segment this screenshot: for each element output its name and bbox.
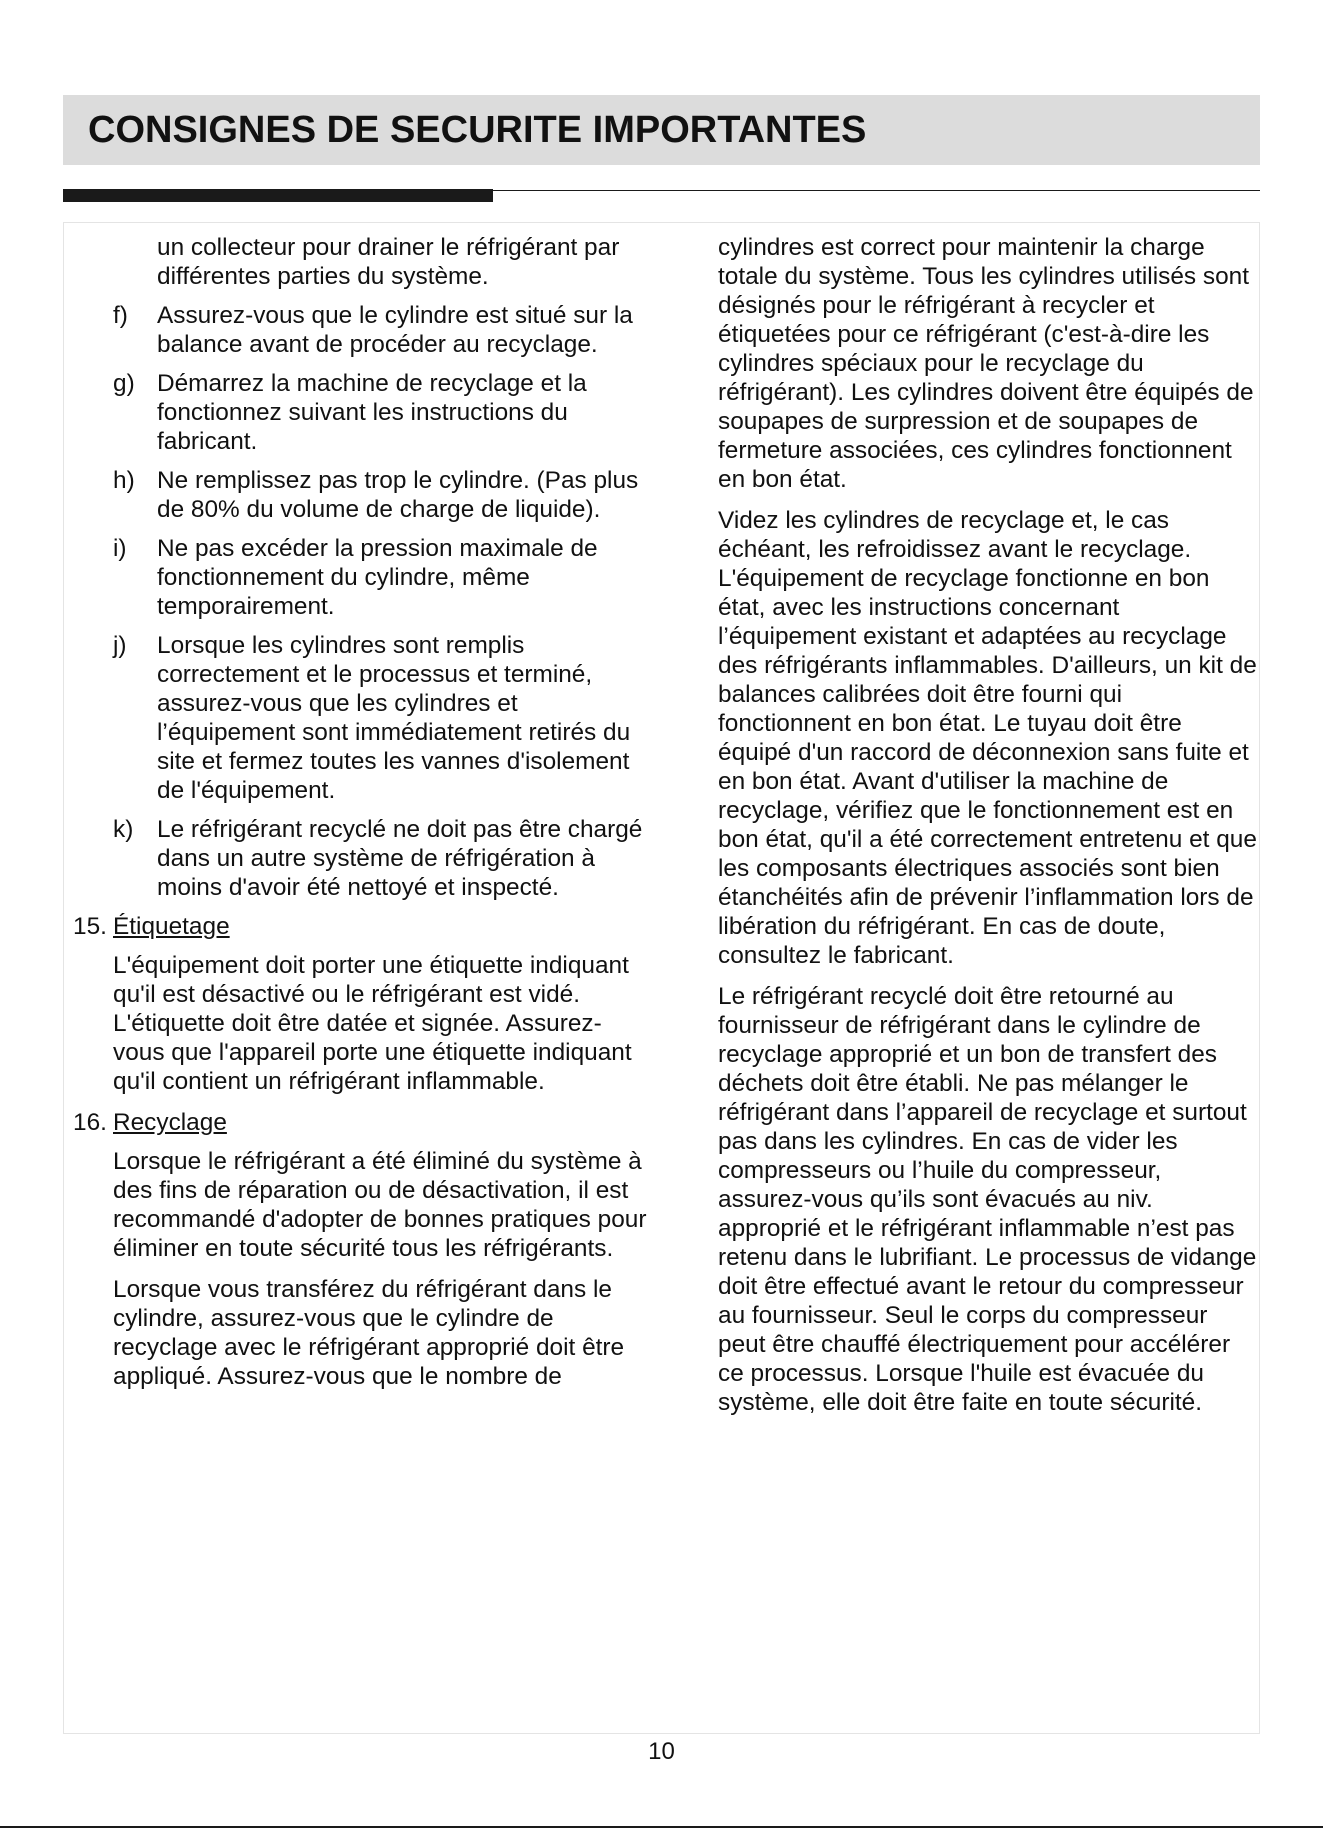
list-letter: f) <box>113 302 128 329</box>
section-16-paragraph-1: Lorsque le réfrigérant a été éliminé du système à des fins de réparation ou de désactivation, il est recommandé d'adopter de bonnes pratiques pour éliminer en toute sécurité tous les réfrigérants. <box>113 1148 647 1262</box>
list-item-j <box>73 631 653 805</box>
list-item-f <box>73 301 653 359</box>
section-15-paragraph: L'équipement doit porter une étiquette indiquant qu'il est désactivé ou le réfrigérant est vidé. L'étiquette doit être datée et signée. Assurez-vous que l'appareil porte une étiquette indiquant qu'il contient un réfrigérant inflammable. <box>113 952 632 1095</box>
list-text: Ne pas excéder la pression maximale de fonctionnement du cylindre, même temporairement. <box>157 535 598 620</box>
section-16-paragraph-2: Lorsque vous transférez du réfrigérant dans le cylindre, assurez-vous que le cylindre de recyclage avec le réfrigérant approprié doit être appliqué. Assurez-vous que le nombre de <box>113 1276 625 1390</box>
list-item-h <box>73 466 653 524</box>
section-title: Étiquetage <box>113 913 230 940</box>
right-paragraph-1: cylindres est correct pour maintenir la charge totale du système. Tous les cylindres utilisés sont désignés pour le réfrigérant à recycler et étiquetées pour ce réfrigérant (c'est-à-dire les cylindres spéciaux pour le recyclage du réfrigérant). Les cylindres doivent être équipés de soupapes de surpression et de soupapes de fermeture associées, ces cylindres fonctionnent en bon état. <box>718 234 1254 493</box>
header-rule-thin <box>493 190 1260 191</box>
section-heading-15 <box>73 912 653 941</box>
header-rule-thick <box>63 189 493 202</box>
right-paragraph-2: Videz les cylindres de recyclage et, le cas échéant, les refroidissez avant le recyclage. L'équipement de recyclage fonctionne en bon état, avec les instructions concernant l’équipement existant et adaptées au recyclage des réfrigérants inflammables. D'ailleurs, un kit de balances calibrées doit être fourni qui fonctionnent en bon état. Le tuyau doit être équipé d'un raccord de déconnexion sans fuite et en bon état. Avant d'utiliser la machine de recyclage, vérifiez que le fonctionnement est en bon état, qu'il a été correctement entretenu et que les composants électriques associés sont bien étanchéités afin de prévenir l’inflammation lors de libération du réfrigérant. En cas de doute, consultez le fabricant. <box>718 507 1257 969</box>
list-letter: h) <box>113 467 135 494</box>
list-letter: k) <box>113 816 134 843</box>
header-band <box>63 95 1260 165</box>
section-number: 16. <box>73 1109 107 1136</box>
continuation-paragraph: un collecteur pour drainer le réfrigérant par différentes parties du système. <box>157 234 620 290</box>
list-item-g <box>73 369 653 456</box>
list-item-k <box>73 815 653 902</box>
list-letter: j) <box>113 632 127 659</box>
page-title: CONSIGNES DE SECURITE IMPORTANTES <box>88 109 867 151</box>
list-text: Démarrez la machine de recyclage et la fonctionnez suivant les instructions du fabricant. <box>157 370 587 455</box>
list-letter: i) <box>113 535 127 562</box>
section-title: Recyclage <box>113 1109 227 1136</box>
list-letter: g) <box>113 370 135 397</box>
section-number: 15. <box>73 913 107 940</box>
list-text: Lorsque les cylindres sont remplis correctement et le processus et terminé, assurez-vous que les cylindres et l’équipement sont immédiatement retirés du site et fermez toutes les vannes d'isolement de l'équipement. <box>157 632 631 804</box>
right-column <box>718 233 1258 1429</box>
page-number: 10 <box>648 1738 675 1765</box>
list-item-i <box>73 534 653 621</box>
list-text: Le réfrigérant recyclé ne doit pas être chargé dans un autre système de réfrigération à moins d'avoir été nettoyé et inspecté. <box>157 816 643 901</box>
list-text: Ne remplissez pas trop le cylindre. (Pas plus de 80% du volume de charge de liquide). <box>157 467 639 523</box>
section-heading-16 <box>73 1108 653 1137</box>
right-paragraph-3: Le réfrigérant recyclé doit être retourné au fournisseur de réfrigérant dans le cylindre de recyclage approprié et un bon de transfert des déchets doit être établi. Ne pas mélanger le réfrigérant dans l’appareil de recyclage et surtout pas dans les cylindres. En cas de vider les compresseurs ou l’huile du compresseur, assurez-vous qu’ils sont évacués au niv. approprié et le réfrigérant inflammable n’est pas retenu dans le lubrifiant. Le processus de vidange doit être effectué avant le retour du compresseur au fournisseur. Seul le corps du compresseur peut être chauffé électriquement pour accélérer ce processus. Lorsque l'huile est évacuée du système, elle doit être faite en toute sécurité. <box>718 983 1257 1416</box>
list-text: Assurez-vous que le cylindre est situé sur la balance avant de procéder au recyclage. <box>157 302 633 358</box>
left-column <box>73 233 653 1403</box>
